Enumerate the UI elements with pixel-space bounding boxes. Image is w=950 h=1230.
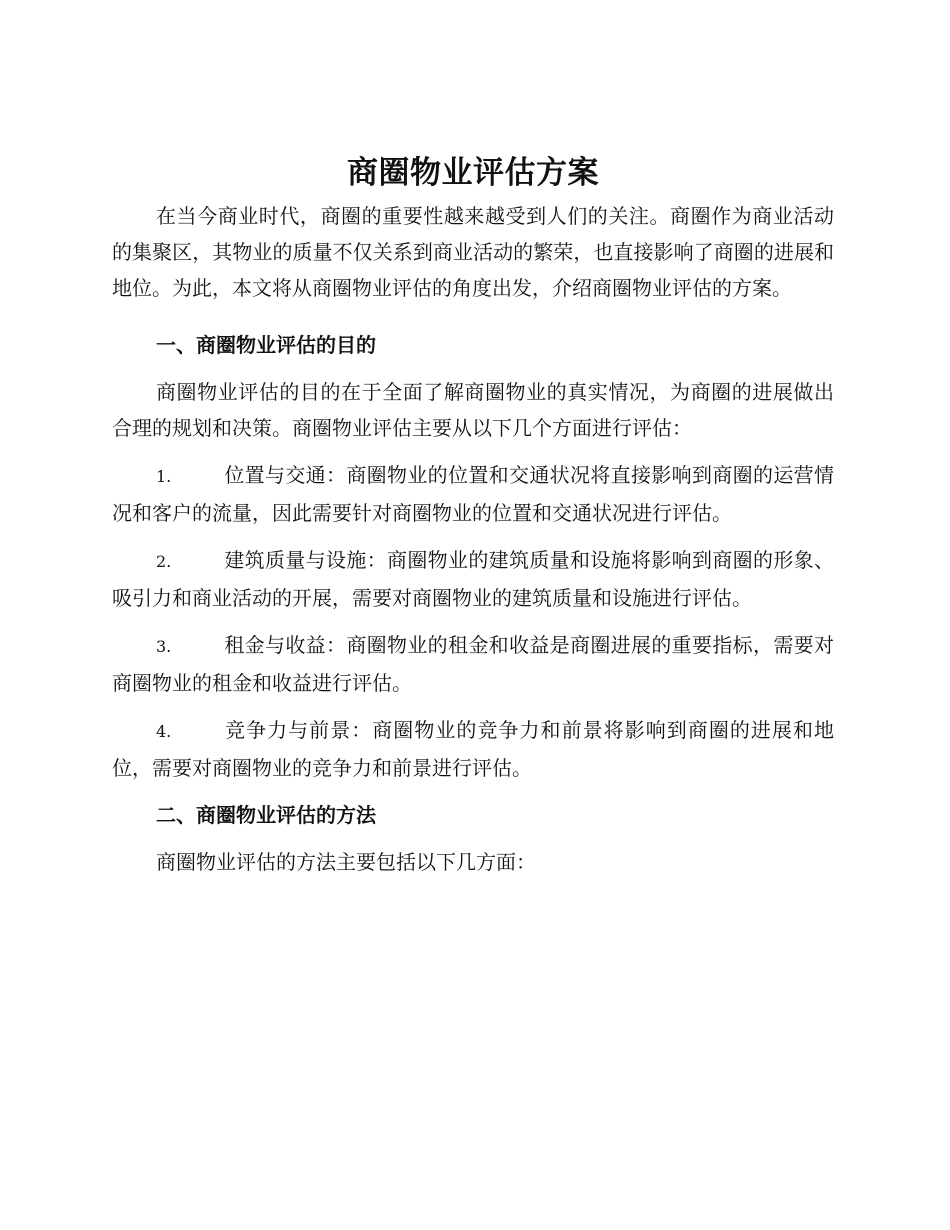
- list-text: 租金与收益：商圈物业的租金和收益是商圈进展的重要指标，需要对商圈物业的租金和收益进行评估。: [112, 633, 834, 695]
- list-number: 2.: [156, 552, 172, 571]
- list-number: 4.: [156, 722, 172, 741]
- list-text: 建筑质量与设施：商圈物业的建筑质量和设施将影响到商圈的形象、吸引力和商业活动的开展，需要对商圈物业的建筑质量和设施进行评估。: [112, 548, 834, 610]
- section-heading-purpose: 一、商圈物业评估的目的: [156, 333, 376, 357]
- list-item: [112, 542, 834, 616]
- list-item: [112, 457, 834, 531]
- list-item: [112, 712, 834, 786]
- document-title: 商圈物业评估方案: [347, 155, 599, 191]
- section-body-method: 商圈物业评估的方法主要包括以下几方面：: [156, 850, 536, 874]
- section-body-purpose: 商圈物业评估的目的在于全面了解商圈物业的真实情况，为商圈的进展做出合理的规划和决策。商圈物业评估主要从以下几个方面进行评估：: [112, 380, 834, 440]
- list-number: 3.: [156, 637, 172, 656]
- list-item: [112, 627, 834, 701]
- section-heading-method: 二、商圈物业评估的方法: [156, 803, 376, 827]
- list-text: 竞争力与前景：商圈物业的竞争力和前景将影响到商圈的进展和地位，需要对商圈物业的竞争力和前景进行评估。: [112, 718, 834, 780]
- intro-paragraph: 在当今商业时代，商圈的重要性越来越受到人们的关注。商圈作为商业活动的集聚区，其物业的质量不仅关系到商业活动的繁荣，也直接影响了商圈的进展和地位。为此，本文将从商圈物业评估的角度出发，介绍商圈物业评估的方案。: [112, 204, 834, 300]
- list-text: 位置与交通：商圈物业的位置和交通状况将直接影响到商圈的运营情况和客户的流量，因此需要针对商圈物业的位置和交通状况进行评估。: [112, 463, 834, 525]
- document-page: [112, 148, 834, 880]
- list-number: 1.: [156, 467, 172, 486]
